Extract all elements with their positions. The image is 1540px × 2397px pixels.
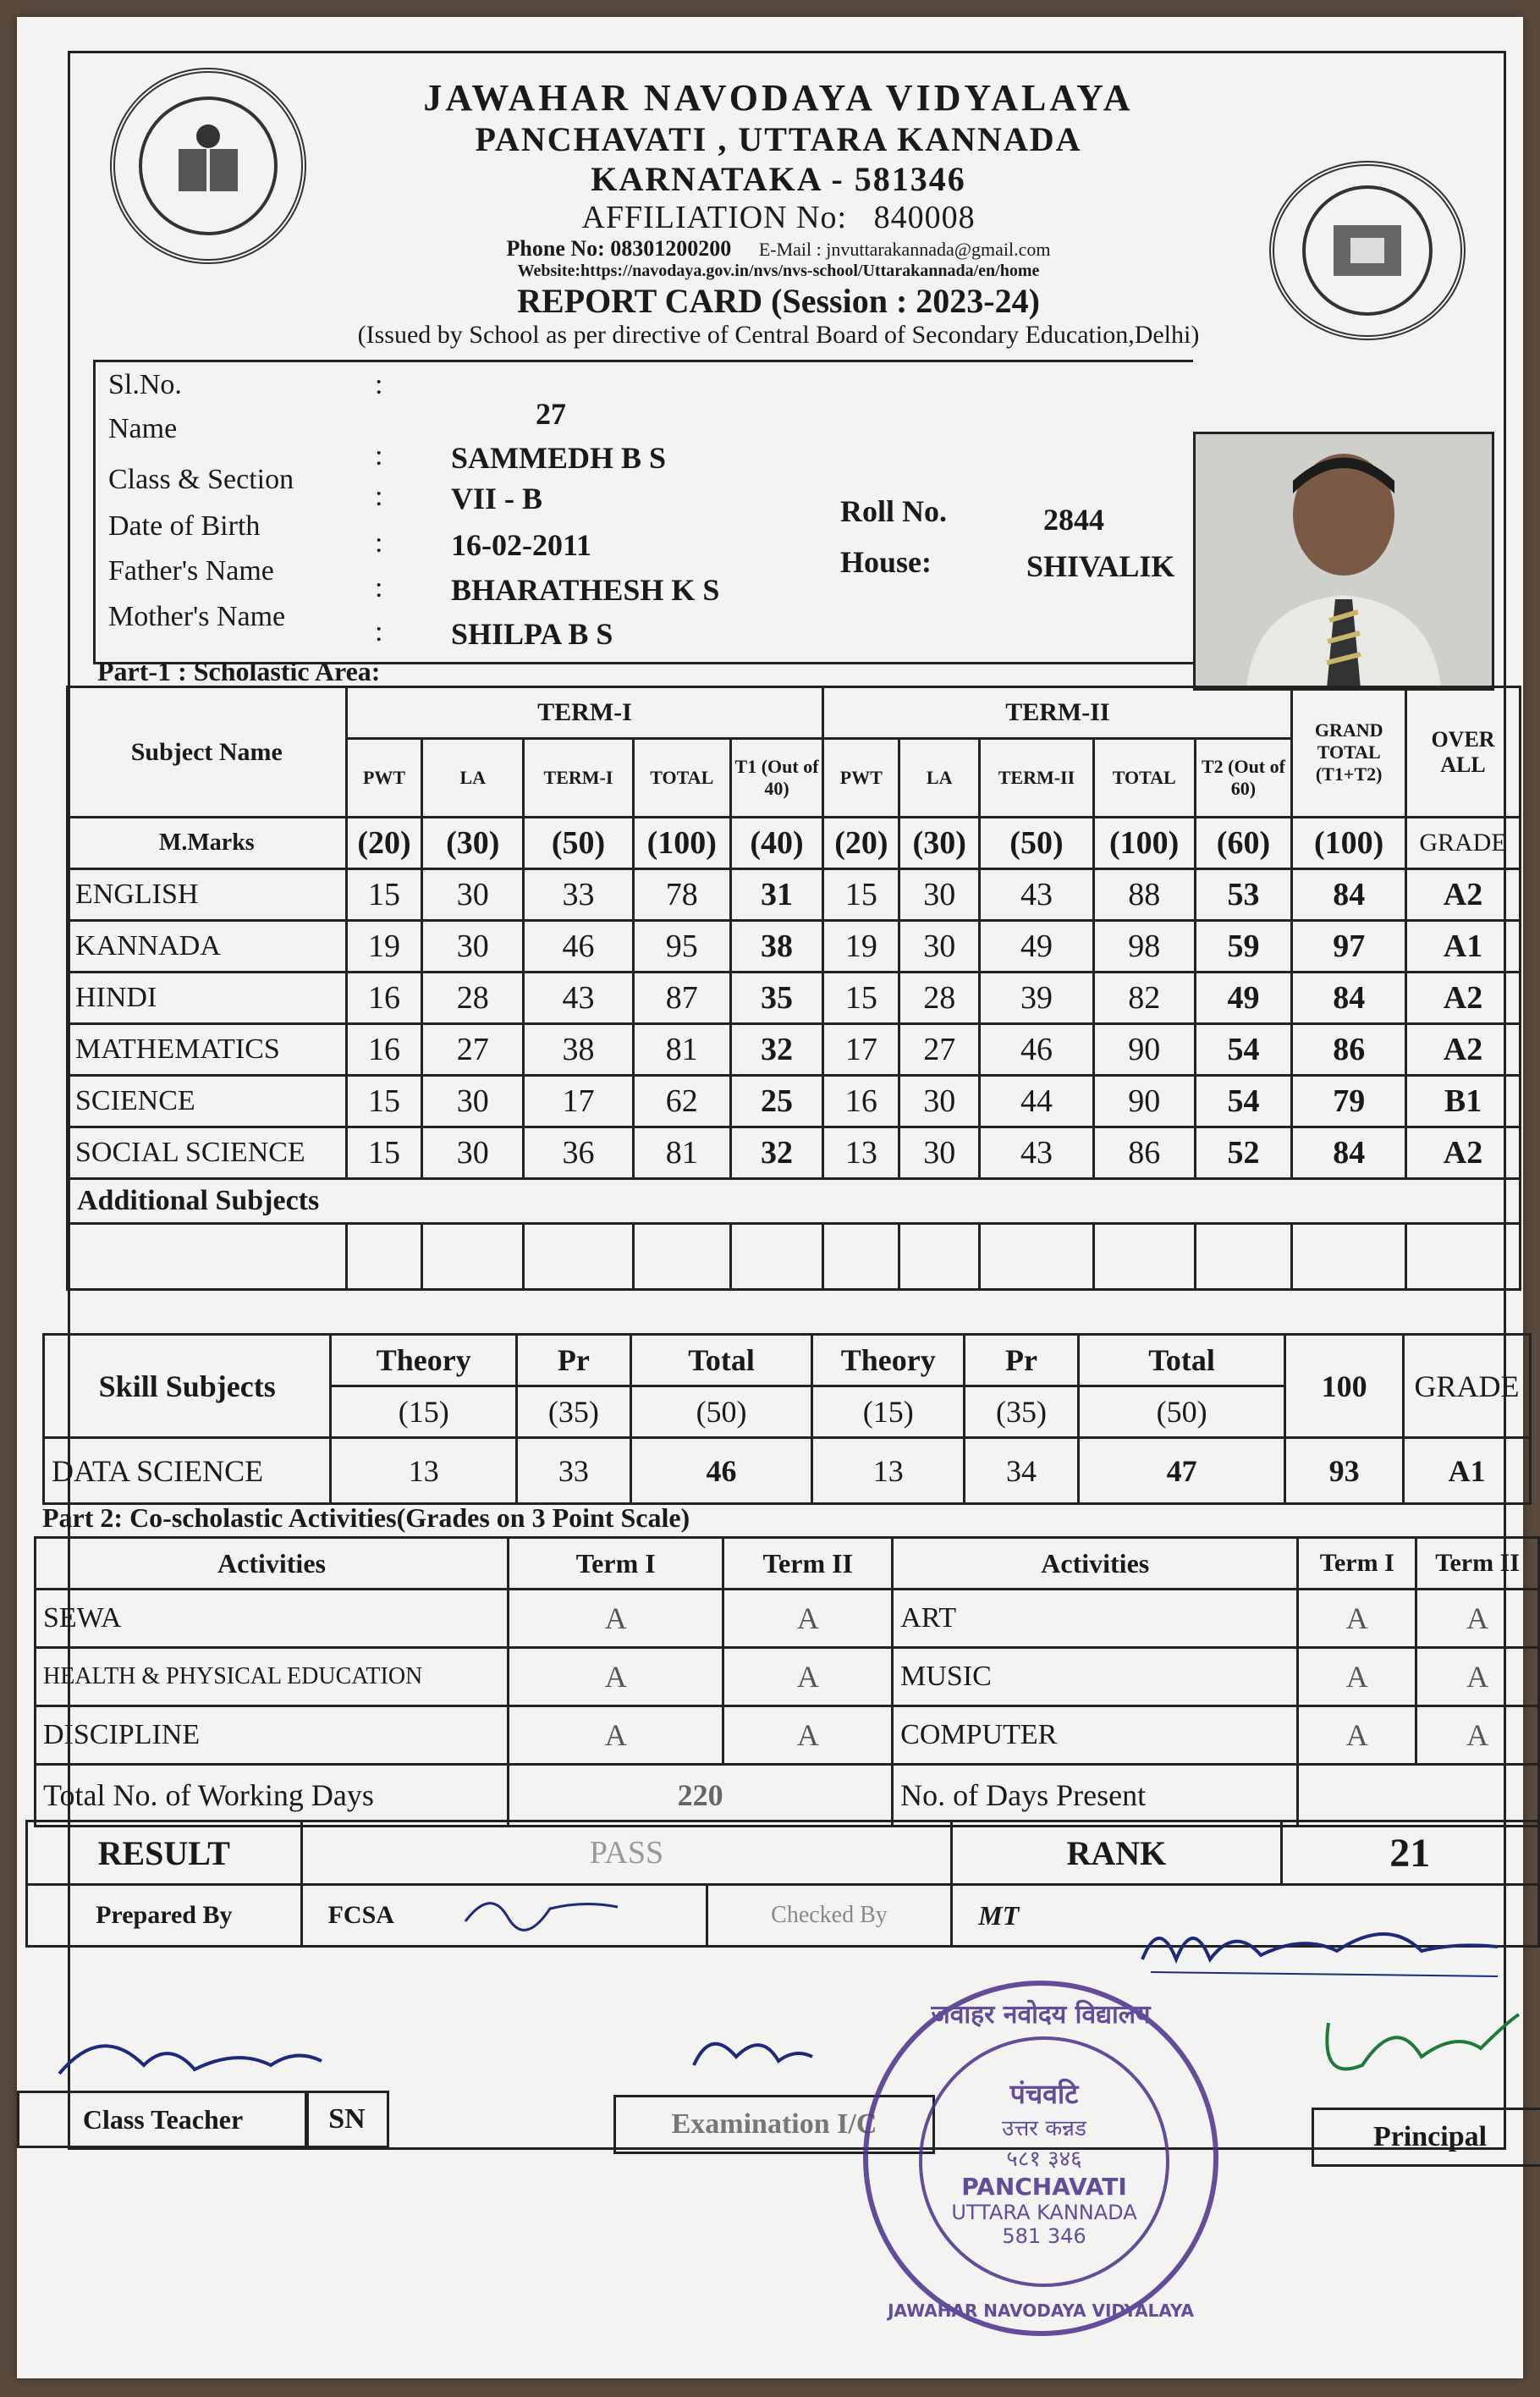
- mark-cell: 46: [524, 921, 634, 973]
- principal-label: Principal: [1312, 2108, 1540, 2167]
- blank-cell: [346, 1224, 422, 1290]
- mark-cell: 86: [1292, 1024, 1406, 1076]
- school-name: JAWAHAR NAVODAYA VIDYALAYA: [423, 77, 1134, 118]
- subject-row: [68, 973, 1521, 1024]
- mark-cell: 84: [1292, 973, 1406, 1024]
- mark-cell: 17: [524, 1076, 634, 1127]
- mark-cell: 39: [980, 973, 1094, 1024]
- grade-cell: A: [1298, 1590, 1416, 1648]
- sl-label: Sl.No.: [108, 369, 182, 400]
- activity-row: [36, 1706, 1539, 1765]
- col-la: LA: [422, 739, 524, 818]
- mark-cell: 38: [524, 1024, 634, 1076]
- website: Website:https://navodaya.gov.in/nvs/nvs-school/Uttarakannada/en/home: [517, 262, 1040, 280]
- blank-cell: [68, 1224, 347, 1290]
- col-t2: T2 (Out of 60): [1195, 739, 1292, 818]
- mark-cell: 79: [1292, 1076, 1406, 1127]
- blank-cell: [524, 1224, 634, 1290]
- class-teacher-initials: SN: [305, 2091, 389, 2148]
- affiliation: AFFILIATION No: 840008: [581, 200, 976, 235]
- result-label: RESULT: [27, 1821, 302, 1885]
- col-total: TOTAL: [1093, 739, 1195, 818]
- grade-cell: A: [1298, 1648, 1416, 1706]
- class-teacher-label: Class Teacher: [17, 2091, 309, 2148]
- stamp-bottom-text: JAWAHAR NAVODAYA VIDYALAYA: [888, 2301, 1194, 2321]
- mmark-cell: (100): [1292, 818, 1406, 869]
- mark-cell: B1: [1406, 1076, 1521, 1127]
- total-header: Total: [1078, 1335, 1284, 1386]
- mark-cell: 28: [422, 973, 524, 1024]
- activity-name: SEWA: [36, 1590, 509, 1648]
- mark-cell: 98: [1093, 921, 1195, 973]
- class-label: Class & Section: [108, 464, 294, 495]
- mmark-cell: (30): [899, 818, 980, 869]
- examination-label: Examination I/C: [613, 2095, 935, 2154]
- col-t1: T1 (Out of 40): [730, 739, 823, 818]
- total-max: (50): [630, 1386, 812, 1438]
- term2-header: Term II: [1416, 1538, 1539, 1590]
- rank-label: RANK: [952, 1821, 1281, 1885]
- stamp-top-text: जवाहर नवोदय विद्यालय: [931, 2000, 1151, 2030]
- theory-max: (15): [331, 1386, 517, 1438]
- house-value: SHIVALIK: [1026, 549, 1175, 583]
- skill-cell: 13: [331, 1438, 517, 1504]
- mark-cell: 30: [899, 921, 980, 973]
- additional-subjects-label: Additional Subjects: [68, 1179, 1521, 1224]
- subject-name: KANNADA: [68, 921, 347, 973]
- mark-cell: 49: [1195, 973, 1292, 1024]
- skill-cell: 46: [630, 1438, 812, 1504]
- mark-cell: 43: [980, 869, 1094, 921]
- grade-cell: A: [723, 1590, 893, 1648]
- mark-cell: 35: [730, 973, 823, 1024]
- mmark-cell: (100): [633, 818, 730, 869]
- mmark-cell: (50): [524, 818, 634, 869]
- mmark-cell: (20): [346, 818, 422, 869]
- grade-cell: A: [508, 1706, 723, 1765]
- school-emblem-icon: [1269, 161, 1466, 340]
- col-la: LA: [899, 739, 980, 818]
- dob-label: Date of Birth: [108, 510, 261, 542]
- skill-cell: 33: [517, 1438, 631, 1504]
- grade-cell: A: [723, 1648, 893, 1706]
- blank-cell: [633, 1224, 730, 1290]
- subject-row: [68, 1076, 1521, 1127]
- colon: :: [375, 440, 383, 471]
- term1-header: Term I: [508, 1538, 723, 1590]
- student-info: [93, 360, 1193, 664]
- mmark-cell: (30): [422, 818, 524, 869]
- grade-cell: A: [1298, 1706, 1416, 1765]
- mark-cell: 30: [422, 1127, 524, 1179]
- theory-max: (15): [812, 1386, 965, 1438]
- mark-cell: 30: [899, 1076, 980, 1127]
- colon: :: [375, 481, 383, 512]
- name-value: SAMMEDH B S: [451, 441, 667, 475]
- pr-max: (35): [517, 1386, 631, 1438]
- blank-cell: [730, 1224, 823, 1290]
- stamp-line: 581 346: [1002, 2224, 1086, 2248]
- mark-cell: 16: [346, 1024, 422, 1076]
- mark-cell: 43: [980, 1127, 1094, 1179]
- subject-name-header: Subject Name: [68, 687, 347, 818]
- col-term2: TERM-II: [980, 739, 1094, 818]
- subject-row: [68, 921, 1521, 973]
- blank-cell: [823, 1224, 899, 1290]
- mmark-cell: (20): [823, 818, 899, 869]
- blank-cell: [422, 1224, 524, 1290]
- mark-cell: 97: [1292, 921, 1406, 973]
- mark-cell: 30: [899, 869, 980, 921]
- mark-cell: 19: [346, 921, 422, 973]
- mark-cell: 54: [1195, 1076, 1292, 1127]
- activity-name: ART: [893, 1590, 1298, 1648]
- subject-row: [68, 1024, 1521, 1076]
- mark-cell: 78: [633, 869, 730, 921]
- sl-value: 27: [536, 397, 566, 431]
- activity-row: [36, 1648, 1539, 1706]
- mark-cell: A1: [1406, 921, 1521, 973]
- mark-cell: 36: [524, 1127, 634, 1179]
- mark-cell: 86: [1093, 1127, 1195, 1179]
- roll-value: 2844: [1043, 503, 1104, 537]
- skill-grand: 93: [1285, 1438, 1404, 1504]
- prepared-by-label: Prepared By: [27, 1885, 302, 1947]
- mark-cell: 44: [980, 1076, 1094, 1127]
- mark-cell: 81: [633, 1127, 730, 1179]
- pr-header: Pr: [517, 1335, 631, 1386]
- stamp-line: PANCHAVATI: [961, 2173, 1127, 2201]
- skill-max-total: 100: [1285, 1335, 1404, 1438]
- activity-name: DISCIPLINE: [36, 1706, 509, 1765]
- mark-cell: 30: [422, 869, 524, 921]
- stamp-line: UTTARA KANNADA: [951, 2201, 1137, 2224]
- theory-header: Theory: [812, 1335, 965, 1386]
- dob-value: 16-02-2011: [451, 528, 591, 562]
- mark-cell: A2: [1406, 1127, 1521, 1179]
- blank-cell: [1093, 1224, 1195, 1290]
- scholastic-table: [66, 686, 1521, 1291]
- skill-grade: A1: [1404, 1438, 1531, 1504]
- mark-cell: 88: [1093, 869, 1195, 921]
- mark-cell: 32: [730, 1127, 823, 1179]
- mark-cell: 13: [823, 1127, 899, 1179]
- rank-value: 21: [1281, 1821, 1538, 1885]
- colon: :: [375, 616, 383, 647]
- mark-cell: 84: [1292, 869, 1406, 921]
- mark-cell: 15: [346, 1076, 422, 1127]
- mark-cell: 84: [1292, 1127, 1406, 1179]
- mark-cell: A2: [1406, 973, 1521, 1024]
- grade-cell: A: [1416, 1648, 1539, 1706]
- term1-header: TERM-I: [346, 687, 823, 739]
- skill-cell: 34: [965, 1438, 1079, 1504]
- col-total: TOTAL: [633, 739, 730, 818]
- mark-cell: 81: [633, 1024, 730, 1076]
- mark-cell: 28: [899, 973, 980, 1024]
- school-stamp: [863, 1981, 1218, 2336]
- pr-max: (35): [965, 1386, 1079, 1438]
- mother-label: Mother's Name: [108, 601, 286, 632]
- mark-cell: 27: [422, 1024, 524, 1076]
- mark-cell: 33: [524, 869, 634, 921]
- term2-header: Term II: [723, 1538, 893, 1590]
- report-card-sheet: [17, 17, 1523, 2378]
- skill-subjects-table: [42, 1333, 1532, 1505]
- grade-cell: A: [508, 1590, 723, 1648]
- subject-name: SOCIAL SCIENCE: [68, 1127, 347, 1179]
- grade-cell: A: [1416, 1590, 1539, 1648]
- working-days-label: Total No. of Working Days: [36, 1765, 509, 1827]
- colon: :: [375, 369, 383, 400]
- mmark-cell: (60): [1195, 818, 1292, 869]
- activity-row: [36, 1590, 1539, 1648]
- mark-cell: 30: [899, 1127, 980, 1179]
- mmarks-label: M.Marks: [68, 818, 347, 869]
- principal-signature: [1312, 1998, 1523, 2094]
- father-label: Father's Name: [108, 555, 274, 587]
- skill-grade-header: GRADE: [1404, 1335, 1531, 1438]
- mark-cell: 15: [823, 869, 899, 921]
- mark-cell: 30: [422, 921, 524, 973]
- total-max: (50): [1078, 1386, 1284, 1438]
- grade-cell: A: [1416, 1706, 1539, 1765]
- stamp-inner: [919, 2036, 1169, 2287]
- grade-cell: A: [508, 1648, 723, 1706]
- mark-cell: 82: [1093, 973, 1195, 1024]
- roll-label: Roll No.: [840, 494, 947, 528]
- stamp-line: ५८१ ३४६: [1006, 2146, 1082, 2172]
- mark-cell: 15: [823, 973, 899, 1024]
- subject-rows: [68, 869, 1521, 1179]
- blank-cell: [980, 1224, 1094, 1290]
- col-pwt: PWT: [346, 739, 422, 818]
- mmark-cell: (40): [730, 818, 823, 869]
- working-days-value: 220: [508, 1765, 892, 1827]
- subject-row: [68, 1127, 1521, 1179]
- school-place: PANCHAVATI , UTTARA KANNADA: [475, 120, 1082, 158]
- colon: :: [375, 527, 383, 559]
- mark-cell: 17: [823, 1024, 899, 1076]
- nvs-logo-icon: [110, 68, 306, 264]
- prepared-by-value: FCSA: [301, 1885, 707, 1947]
- mark-cell: 38: [730, 921, 823, 973]
- total-header: Total: [630, 1335, 812, 1386]
- mark-cell: 27: [899, 1024, 980, 1076]
- colon: :: [375, 572, 383, 603]
- checked-by-label: Checked By: [707, 1885, 952, 1947]
- pr-header: Pr: [965, 1335, 1079, 1386]
- part2-title: Part 2: Co-scholastic Activities(Grades on 3 Point Scale): [42, 1502, 690, 1533]
- activities-header: Activities: [36, 1538, 509, 1590]
- skill-subject-name: DATA SCIENCE: [44, 1438, 331, 1504]
- mmark-cell: (100): [1093, 818, 1195, 869]
- activity-name: COMPUTER: [893, 1706, 1298, 1765]
- mother-value: SHILPA B S: [451, 617, 613, 651]
- examination-signature: [685, 2023, 821, 2086]
- blank-cell: [899, 1224, 980, 1290]
- stamp-line: पंचवटि: [1009, 2078, 1079, 2110]
- blank-cell: [1292, 1224, 1406, 1290]
- activity-name: HEALTH & PHYSICAL EDUCATION: [36, 1648, 509, 1706]
- subject-name: MATHEMATICS: [68, 1024, 347, 1076]
- mark-cell: 53: [1195, 869, 1292, 921]
- skill-cell: 47: [1078, 1438, 1284, 1504]
- skill-subjects-label: Skill Subjects: [44, 1335, 331, 1438]
- subject-name: HINDI: [68, 973, 347, 1024]
- mark-cell: 31: [730, 869, 823, 921]
- prepared-signature: [457, 1883, 626, 1943]
- mark-cell: 62: [633, 1076, 730, 1127]
- checker-signature: [1134, 1909, 1506, 1988]
- mark-cell: 19: [823, 921, 899, 973]
- mark-cell: 15: [346, 869, 422, 921]
- col-term1: TERM-I: [524, 739, 634, 818]
- skill-cell: 13: [812, 1438, 965, 1504]
- grade-cell: A: [723, 1706, 893, 1765]
- mark-cell: 30: [422, 1076, 524, 1127]
- mark-cell: 52: [1195, 1127, 1292, 1179]
- mark-cell: 25: [730, 1076, 823, 1127]
- subject-row: [68, 869, 1521, 921]
- mark-cell: 43: [524, 973, 634, 1024]
- issue-note: (Issued by School as per directive of Central Board of Secondary Education,Delhi): [357, 321, 1200, 349]
- theory-header: Theory: [331, 1335, 517, 1386]
- name-label: Name: [108, 413, 178, 444]
- col-overall: OVER ALL: [1406, 687, 1521, 818]
- mark-cell: 90: [1093, 1024, 1195, 1076]
- activities-header: Activities: [893, 1538, 1298, 1590]
- mark-cell: 54: [1195, 1024, 1292, 1076]
- mark-cell: 16: [823, 1076, 899, 1127]
- mmark-cell: (50): [980, 818, 1094, 869]
- mark-cell: 46: [980, 1024, 1094, 1076]
- mark-cell: A2: [1406, 1024, 1521, 1076]
- class-value: VII - B: [451, 482, 543, 515]
- col-pwt: PWT: [823, 739, 899, 818]
- subject-name: ENGLISH: [68, 869, 347, 921]
- mark-cell: 15: [346, 1127, 422, 1179]
- school-state: KARNATAKA - 581346: [591, 160, 966, 198]
- mark-cell: A2: [1406, 869, 1521, 921]
- coscholastic-table: [34, 1536, 1540, 1827]
- report-title: REPORT CARD (Session : 2023-24): [517, 282, 1040, 320]
- mark-cell: 16: [346, 973, 422, 1024]
- activity-name: MUSIC: [893, 1648, 1298, 1706]
- mark-cell: 32: [730, 1024, 823, 1076]
- term2-header: TERM-II: [823, 687, 1292, 739]
- contact-line: Phone No: 08301200200 E-Mail : jnvuttarakannada@gmail.com: [506, 236, 1051, 261]
- mark-cell: 59: [1195, 921, 1292, 973]
- blank-cell: [1195, 1224, 1292, 1290]
- school-header: [313, 76, 1244, 350]
- mark-cell: 87: [633, 973, 730, 1024]
- checked-by-value: MT: [952, 1885, 1539, 1947]
- part1-title: Part-1 : Scholastic Area:: [97, 656, 381, 686]
- col-grand-total: GRAND TOTAL (T1+T2): [1292, 687, 1406, 818]
- result-value: PASS: [301, 1821, 952, 1885]
- days-present-value: [1298, 1765, 1539, 1827]
- mmark-grade: GRADE: [1406, 818, 1521, 869]
- term1-header: Term I: [1298, 1538, 1416, 1590]
- father-value: BHARATHESH K S: [451, 573, 720, 607]
- blank-cell: [1406, 1224, 1521, 1290]
- class-teacher-signature: [51, 2023, 330, 2094]
- student-photo: [1193, 432, 1494, 691]
- subject-name: SCIENCE: [68, 1076, 347, 1127]
- mark-cell: 49: [980, 921, 1094, 973]
- mark-cell: 95: [633, 921, 730, 973]
- coscholastic-rows: [36, 1590, 1539, 1765]
- house-label: House:: [840, 545, 932, 579]
- days-present-label: No. of Days Present: [893, 1765, 1298, 1827]
- stamp-line: उत्तर कन्नड: [1002, 2116, 1086, 2141]
- mark-cell: 90: [1093, 1076, 1195, 1127]
